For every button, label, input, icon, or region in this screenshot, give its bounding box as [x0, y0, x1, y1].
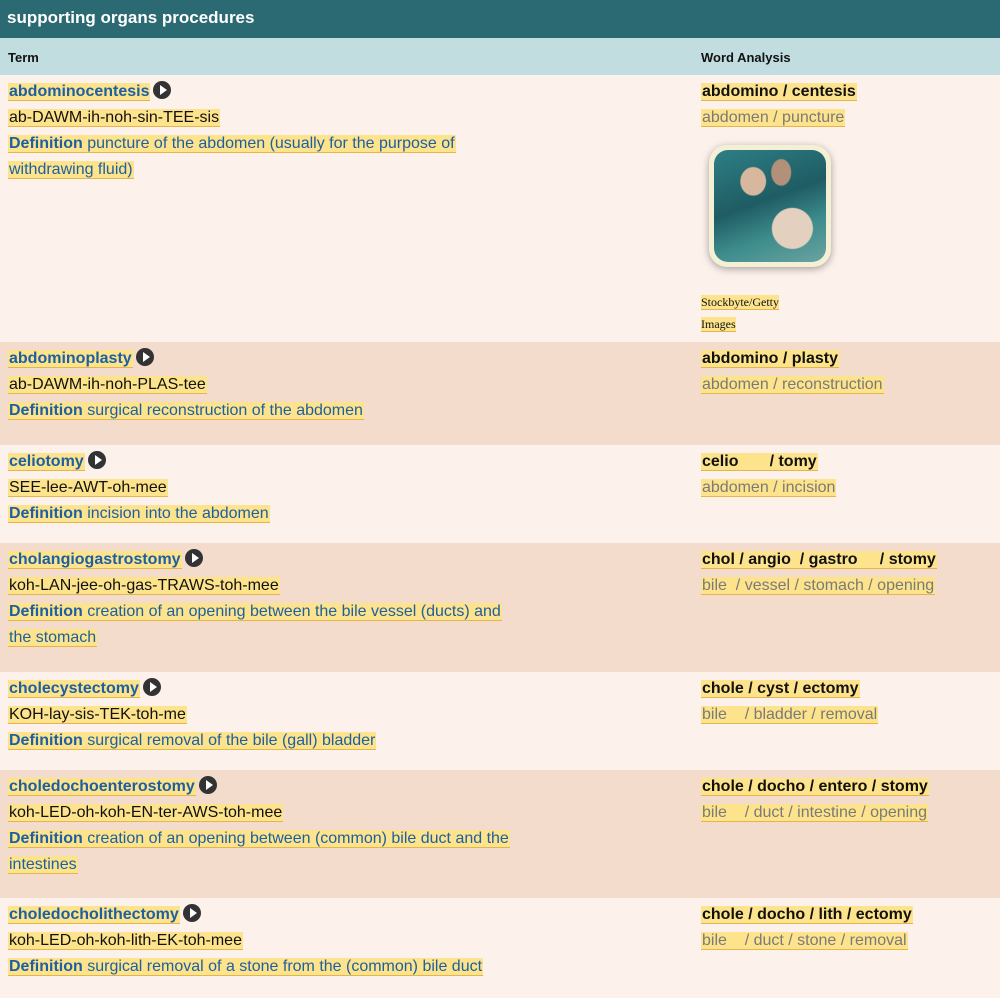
surgery-photo	[709, 145, 831, 267]
pronunciation: SEE-lee-AWT-oh-mee	[9, 479, 167, 496]
word-analysis-cell	[701, 449, 1000, 501]
pronunciation: KOH-lay-sis-TEK-toh-me	[9, 706, 186, 723]
word-analysis-cell	[701, 547, 1000, 599]
pronunciation: ab-DAWM-ih-noh-PLAS-tee	[9, 376, 206, 393]
definition-text: puncture of the abdomen (usually for the purpose of	[87, 135, 455, 152]
table-row	[0, 342, 1000, 445]
term-name[interactable]: abdominocentesis	[9, 83, 150, 100]
pronunciation: koh-LED-oh-koh-EN-ter-AWS-toh-mee	[9, 804, 283, 821]
play-audio-icon[interactable]	[183, 904, 201, 922]
definition-text: creation of an opening between the bile vessel (ducts) and	[87, 603, 501, 620]
word-parts: chole / docho / entero / stomy	[702, 778, 928, 795]
word-analysis-cell	[701, 79, 1000, 335]
word-meanings: bile / duct / stone / removal	[702, 932, 907, 949]
definition-text: surgical reconstruction of the abdomen	[87, 402, 363, 419]
term-name[interactable]: cholangiogastrostomy	[9, 551, 181, 568]
column-header-term: Term	[8, 50, 39, 65]
word-analysis-cell	[701, 774, 1000, 826]
word-analysis-cell	[701, 902, 1000, 954]
word-meanings: bile / vessel / stomach / opening	[702, 577, 935, 594]
play-audio-icon[interactable]	[143, 678, 161, 696]
table-header	[0, 38, 1000, 75]
definition-label: Definition	[9, 402, 83, 419]
section-title: supporting organs procedures	[0, 0, 1000, 38]
definition-text: surgical removal of a stone from the (common) bile duct	[87, 958, 483, 975]
definition-text-continued: withdrawing fluid)	[9, 161, 133, 178]
word-analysis-cell	[701, 676, 1000, 728]
term-cell	[8, 79, 668, 183]
pronunciation: ab-DAWM-ih-noh-sin-TEE-sis	[9, 109, 220, 126]
word-analysis-cell	[701, 346, 1000, 398]
play-audio-icon[interactable]	[88, 451, 106, 469]
word-parts: chol / angio / gastro / stomy	[702, 551, 936, 568]
definition-text: incision into the abdomen	[87, 505, 269, 522]
pronunciation: koh-LAN-jee-oh-gas-TRAWS-toh-mee	[9, 577, 279, 594]
play-audio-icon[interactable]	[199, 776, 217, 794]
word-meanings: abdomen / reconstruction	[702, 376, 883, 393]
term-cell	[8, 676, 668, 754]
definition-label: Definition	[9, 505, 83, 522]
term-cell	[8, 547, 668, 651]
definition-label: Definition	[9, 958, 83, 975]
image-credit-line: Stockbyte/Getty	[701, 295, 779, 309]
definition-label: Definition	[9, 732, 83, 749]
play-audio-icon[interactable]	[153, 81, 171, 99]
play-audio-icon[interactable]	[185, 549, 203, 567]
definition-label: Definition	[9, 135, 83, 152]
term-cell	[8, 902, 668, 980]
word-meanings: abdomen / incision	[702, 479, 836, 496]
definition-text-continued: intestines	[9, 856, 77, 873]
word-parts: abdomino / plasty	[702, 350, 839, 367]
term-name[interactable]: choledochoenterostomy	[9, 778, 195, 795]
term-name[interactable]: celiotomy	[9, 453, 84, 470]
term-cell	[8, 449, 668, 527]
term-cell	[8, 774, 668, 878]
table-row	[0, 770, 1000, 898]
term-name[interactable]: cholecystectomy	[9, 680, 139, 697]
term-cell	[8, 346, 668, 424]
word-parts: chole / docho / lith / ectomy	[702, 906, 912, 923]
column-header-word-analysis: Word Analysis	[701, 50, 791, 65]
table-row	[0, 672, 1000, 770]
term-name[interactable]: choledocholithectomy	[9, 906, 179, 923]
definition-label: Definition	[9, 830, 83, 847]
definition-text: surgical removal of the bile (gall) bladder	[87, 732, 376, 749]
word-parts: abdomino / centesis	[702, 83, 856, 100]
pronunciation: koh-LED-oh-koh-lith-EK-toh-mee	[9, 932, 242, 949]
surgery-photo-image	[714, 150, 826, 262]
word-parts: chole / cyst / ectomy	[702, 680, 859, 697]
word-meanings: abdomen / puncture	[702, 109, 845, 126]
word-parts: celio / tomy	[702, 453, 817, 470]
image-credit	[701, 291, 1000, 335]
definition-text-continued: the stomach	[9, 629, 97, 646]
table-row	[0, 75, 1000, 342]
definition-label: Definition	[9, 603, 83, 620]
image-credit-line: Images	[701, 317, 736, 331]
term-name[interactable]: abdominoplasty	[9, 350, 132, 367]
table-row	[0, 898, 1000, 998]
play-audio-icon[interactable]	[136, 348, 154, 366]
table-row	[0, 445, 1000, 543]
word-meanings: bile / duct / intestine / opening	[702, 804, 928, 821]
definition-text: creation of an opening between (common) bile duct and the	[87, 830, 509, 847]
table-row	[0, 543, 1000, 672]
word-meanings: bile / bladder / removal	[702, 706, 878, 723]
